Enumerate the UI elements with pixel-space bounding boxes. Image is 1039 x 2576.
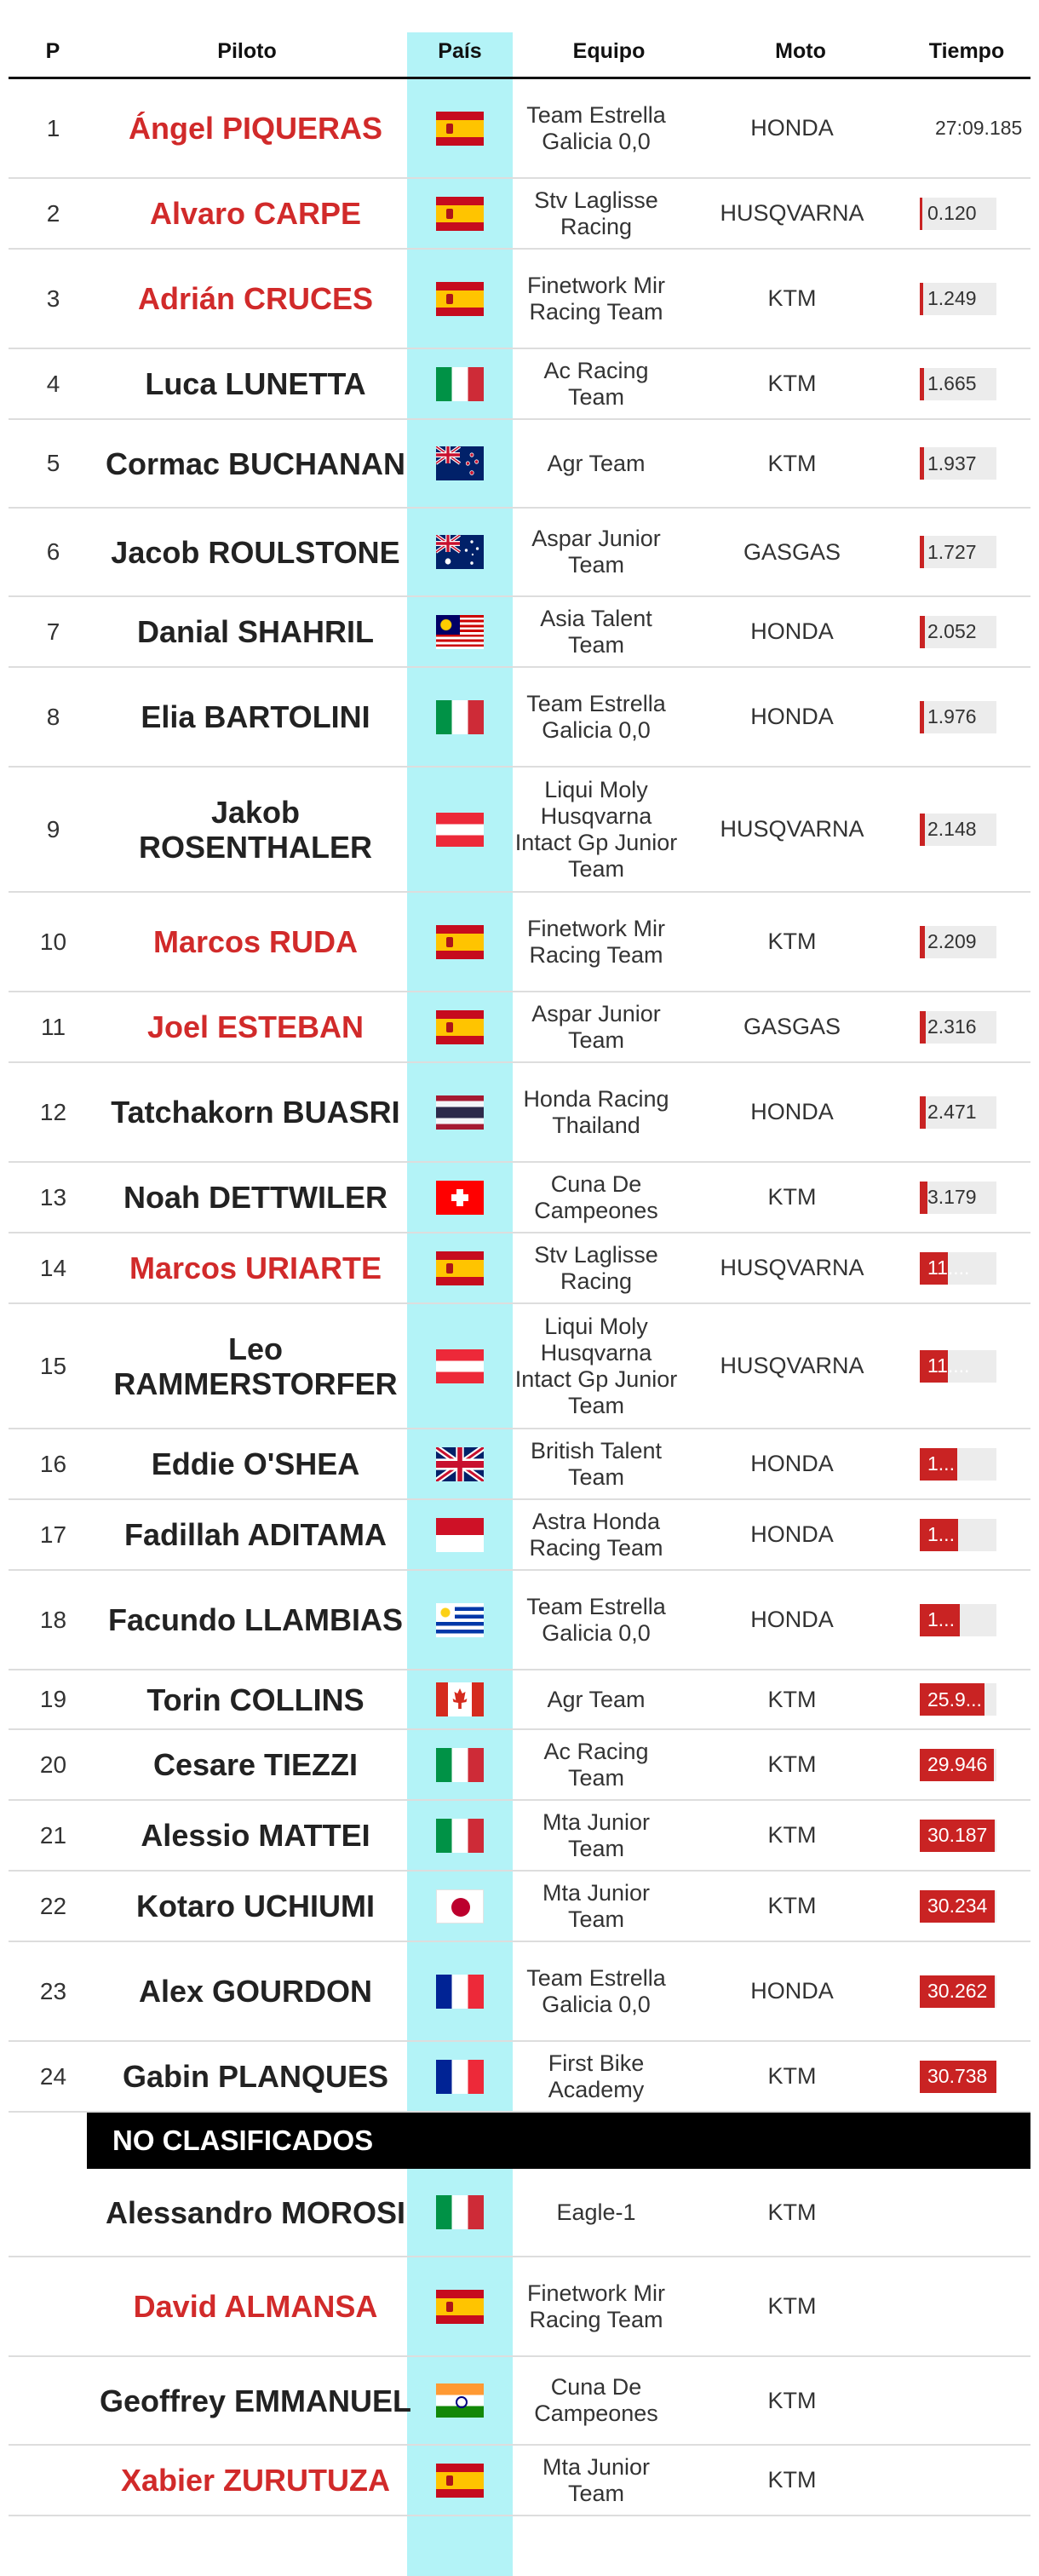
rider-name[interactable]: Jakob ROSENTHALER [138, 794, 372, 865]
flag-fr-icon [436, 1975, 484, 2009]
gap-label: 1... [927, 1608, 955, 1630]
position-cell: 8 [46, 703, 60, 730]
rider-name[interactable]: Torin COLLINS [146, 1682, 365, 1717]
result-row[interactable] [9, 2446, 1030, 2516]
bike-cell: KTM [767, 1893, 817, 1918]
gap-label: 2.471 [927, 1101, 977, 1123]
header-rider[interactable]: Piloto [217, 39, 277, 63]
result-row[interactable] [9, 597, 1030, 668]
country-cell [407, 2042, 513, 2111]
result-row[interactable] [9, 79, 1030, 179]
time-cell [920, 1304, 1030, 1428]
gap-label: 11.... [927, 1354, 970, 1377]
gap-bar [920, 814, 996, 846]
not-classified-section [9, 2113, 1030, 2169]
time-cell [920, 1872, 1030, 1941]
flag-it-icon [436, 1819, 484, 1853]
result-row[interactable] [9, 1500, 1030, 1571]
country-cell [407, 668, 513, 766]
team-cell: Stv Laglisse Racing [534, 1241, 658, 1294]
bike-cell: KTM [767, 285, 817, 311]
header-time[interactable]: Tiempo [928, 39, 1005, 63]
gap-bar [920, 1820, 996, 1852]
bike-cell: KTM [767, 1822, 817, 1848]
result-row[interactable] [9, 668, 1030, 768]
country-cell [407, 1872, 513, 1941]
position-cell: 24 [39, 2062, 67, 2090]
gap-label: 1.937 [927, 451, 977, 474]
result-row[interactable] [9, 1872, 1030, 1942]
team-cell: Team Estrella Galicia 0,0 [526, 1593, 666, 1646]
time-cell [920, 668, 1030, 766]
rider-name[interactable]: Gabin PLANQUES [122, 2059, 389, 2094]
gap-bar [920, 616, 996, 648]
position-cell: 6 [46, 538, 60, 565]
bike-cell: HUSQVARNA [720, 200, 864, 226]
rider-name[interactable]: Luca LUNETTA [145, 366, 366, 401]
time-cell [920, 1801, 1030, 1870]
results-table [9, 0, 1030, 2516]
country-cell [407, 2357, 513, 2444]
gap-bar [920, 1749, 996, 1781]
bike-cell: HONDA [750, 1451, 834, 1476]
position-cell: 20 [39, 1751, 67, 1778]
rider-name[interactable]: Danial SHAHRIL [136, 614, 375, 649]
rider-name[interactable]: Alessio MATTEI [141, 1818, 370, 1853]
result-row[interactable] [9, 893, 1030, 992]
gap-bar [920, 283, 996, 315]
time-cell [920, 2357, 1030, 2444]
team-cell: Stv Laglisse Racing [534, 187, 658, 239]
header-team[interactable]: Equipo [572, 39, 646, 63]
country-cell [407, 1233, 513, 1302]
country-cell [407, 1163, 513, 1232]
team-cell: Cuna De Campeones [534, 2374, 658, 2426]
team-cell: Aspar Junior Team [531, 526, 661, 578]
gap-bar [920, 1604, 996, 1636]
team-cell: Agr Team [547, 450, 646, 476]
flag-it-icon [436, 700, 484, 734]
position-cell [9, 2357, 98, 2444]
bike-cell: KTM [767, 1184, 817, 1210]
rider-name[interactable]: Eddie O'SHEA [151, 1446, 360, 1481]
flag-my-icon [436, 615, 484, 649]
result-row[interactable] [9, 2169, 1030, 2257]
position-cell [9, 2446, 98, 2515]
result-row[interactable] [9, 768, 1030, 893]
position-cell: 7 [46, 618, 60, 645]
rider-name[interactable]: Kotaro UCHIUMI [136, 1889, 375, 1923]
country-cell [407, 509, 513, 595]
time-cell [920, 179, 1030, 248]
gap-label: 1... [927, 1452, 955, 1475]
gap-bar [920, 1975, 996, 2008]
country-cell [407, 2169, 513, 2256]
bike-cell: HONDA [750, 1978, 834, 2004]
header-country[interactable]: País [438, 39, 482, 63]
classified-rows [9, 79, 1030, 2113]
position-cell: 14 [39, 1254, 67, 1281]
flag-es-icon [436, 282, 484, 316]
result-row[interactable] [9, 1304, 1030, 1429]
result-row[interactable] [9, 1233, 1030, 1304]
country-cell [407, 597, 513, 666]
flag-gb-icon [436, 1447, 484, 1481]
time-cell [920, 509, 1030, 595]
flag-uy-icon [436, 1603, 484, 1637]
result-row[interactable] [9, 420, 1030, 509]
gap-bar [920, 536, 996, 568]
country-cell [407, 992, 513, 1061]
flag-it-icon [436, 1748, 484, 1782]
country-cell [407, 1063, 513, 1161]
bike-cell: KTM [767, 929, 817, 954]
position-cell: 21 [39, 1821, 67, 1849]
country-cell [407, 420, 513, 507]
gap-bar [920, 2061, 996, 2093]
not-classified-rows [9, 2169, 1030, 2516]
bike-cell: KTM [767, 2199, 817, 2225]
bike-cell: HONDA [750, 1521, 834, 1547]
rider-name[interactable]: Xabier ZURUTUZA [120, 2463, 391, 2498]
country-cell [407, 768, 513, 891]
position-cell: 15 [39, 1352, 67, 1379]
bike-cell: KTM [767, 2467, 817, 2493]
table-header [9, 0, 1030, 79]
gap-bar [920, 447, 996, 480]
gap-bar [920, 1683, 996, 1716]
time-cell [920, 992, 1030, 1061]
position-cell: 18 [39, 1606, 67, 1633]
team-cell: Finetwork Mir Racing Team [526, 915, 665, 968]
gap-bar [920, 1096, 996, 1129]
gap-bar [920, 1011, 996, 1044]
time-cell [920, 2042, 1030, 2111]
country-cell [407, 179, 513, 248]
time-cell [920, 1500, 1030, 1569]
country-cell [407, 1500, 513, 1569]
gap-label: 25.9... [927, 1688, 982, 1711]
position-cell: 9 [46, 815, 60, 842]
team-cell: Liqui Moly Husqvarna Intact Gp Junior Team [514, 776, 678, 882]
bike-cell: HUSQVARNA [720, 816, 864, 842]
result-row[interactable] [9, 179, 1030, 250]
country-cell [407, 79, 513, 177]
team-cell: Asia Talent Team [540, 605, 652, 658]
result-row[interactable] [9, 1571, 1030, 1670]
bike-cell: HUSQVARNA [720, 1255, 864, 1280]
team-cell: Finetwork Mir Racing Team [526, 2280, 665, 2332]
position-cell: 17 [39, 1521, 67, 1548]
gap-label: 30.738 [927, 2065, 988, 2087]
flag-ch-icon [436, 1181, 484, 1215]
rider-name[interactable]: Joel ESTEBAN [146, 1009, 365, 1044]
flag-es-icon [436, 2464, 484, 2498]
country-cell [407, 1670, 513, 1728]
rider-name[interactable]: Geoffrey EMMANUEL [99, 2383, 412, 2418]
bike-cell: HONDA [750, 115, 834, 141]
time-cell [920, 420, 1030, 507]
time-cell [920, 349, 1030, 418]
gap-bar [920, 1182, 996, 1214]
rider-name[interactable]: Elia BARTOLINI [141, 699, 370, 734]
gap-label: 2.209 [927, 930, 977, 952]
team-cell: Honda Racing Thailand [523, 1085, 669, 1138]
team-cell: British Talent Team [530, 1437, 663, 1490]
gap-label: 11.... [927, 1256, 970, 1279]
team-cell: Mta Junior Team [542, 2453, 651, 2506]
gap-label: 1.727 [927, 540, 977, 563]
header-position[interactable]: P [45, 39, 60, 63]
team-cell: Aspar Junior Team [531, 1000, 661, 1053]
position-cell: 2 [46, 199, 60, 227]
winner-time: 27:09.185 [935, 117, 1023, 139]
flag-es-icon [436, 1251, 484, 1285]
rider-name[interactable]: Ángel PIQUERAS [128, 111, 383, 146]
position-cell [9, 2169, 98, 2256]
position-cell: 1 [46, 114, 60, 141]
result-row[interactable] [9, 1163, 1030, 1233]
gap-label: 2.052 [927, 620, 977, 642]
bike-cell: KTM [767, 371, 817, 396]
team-cell: Cuna De Campeones [534, 1170, 658, 1223]
country-cell [407, 250, 513, 348]
team-cell: Eagle-1 [556, 2199, 636, 2225]
time-cell [920, 1233, 1030, 1302]
team-cell: Team Estrella Galicia 0,0 [526, 690, 666, 743]
flag-at-icon [436, 1349, 484, 1383]
position-cell: 12 [39, 1098, 67, 1125]
gap-label: 3.179 [927, 1186, 977, 1208]
gap-bar [920, 926, 996, 958]
time-cell [920, 250, 1030, 348]
flag-es-icon [436, 197, 484, 231]
result-row[interactable] [9, 349, 1030, 420]
flag-ca-icon [436, 1682, 484, 1716]
rider-name[interactable]: Cesare TIEZZI [152, 1747, 359, 1782]
flag-th-icon [436, 1095, 484, 1130]
rider-name[interactable]: Tatchakorn BUASRI [111, 1095, 400, 1130]
position-cell: 22 [39, 1892, 67, 1919]
result-row[interactable] [9, 509, 1030, 597]
gap-label: 2.316 [927, 1015, 977, 1038]
position-cell: 4 [46, 370, 60, 397]
team-cell: Team Estrella Galicia 0,0 [526, 101, 666, 154]
time-cell [920, 768, 1030, 891]
result-row[interactable] [9, 1801, 1030, 1872]
time-cell [920, 2257, 1030, 2355]
team-cell: Mta Junior Team [542, 1879, 651, 1932]
header-bike[interactable]: Moto [775, 39, 826, 63]
position-cell: 19 [39, 1686, 67, 1712]
gap-bar [920, 1350, 996, 1383]
time-cell [920, 2446, 1030, 2515]
result-row[interactable] [9, 1942, 1030, 2042]
gap-label: 1... [927, 1523, 955, 1545]
position-cell: 5 [46, 450, 60, 476]
flag-it-icon [436, 2195, 484, 2229]
country-cell [407, 1429, 513, 1498]
gap-bar [920, 1448, 996, 1481]
country-cell [407, 2257, 513, 2355]
bike-cell: HONDA [750, 618, 834, 644]
gap-label: 29.946 [927, 1753, 988, 1775]
rider-name[interactable]: David ALMANSA [133, 2289, 378, 2324]
result-row[interactable] [9, 992, 1030, 1063]
position-cell: 10 [39, 928, 67, 955]
time-cell [920, 79, 1030, 177]
time-cell [920, 893, 1030, 991]
country-cell [407, 893, 513, 991]
gap-bar [920, 1519, 996, 1551]
rider-name[interactable]: Fadillah ADITAMA [124, 1517, 387, 1552]
position-cell: 13 [39, 1183, 67, 1210]
result-row[interactable] [9, 1063, 1030, 1163]
time-cell [920, 1063, 1030, 1161]
position-cell: 16 [39, 1450, 67, 1477]
position-cell [9, 2257, 98, 2355]
rider-name[interactable]: Alex GOURDON [138, 1974, 373, 2009]
country-cell [407, 1730, 513, 1799]
result-row[interactable] [9, 2042, 1030, 2113]
bike-cell: KTM [767, 2387, 817, 2413]
bike-cell: GASGAS [743, 1014, 841, 1039]
result-row[interactable] [9, 2257, 1030, 2357]
time-cell [920, 1670, 1030, 1728]
flag-es-icon [436, 2290, 484, 2324]
time-cell [920, 1571, 1030, 1669]
gap-bar [920, 198, 996, 230]
team-cell: Mta Junior Team [542, 1808, 651, 1861]
country-cell [407, 349, 513, 418]
gap-label: 30.187 [927, 1824, 988, 1846]
country-cell [407, 1571, 513, 1669]
bike-cell: HONDA [750, 1099, 834, 1124]
bike-cell: HUSQVARNA [720, 1353, 864, 1378]
rider-name[interactable]: Noah DETTWILER [123, 1180, 387, 1215]
team-cell: Agr Team [547, 1686, 646, 1712]
gap-bar [920, 1890, 996, 1923]
flag-id-icon [436, 1518, 484, 1552]
time-cell [920, 2169, 1030, 2256]
flag-es-icon [436, 925, 484, 959]
rider-name[interactable]: Marcos URIARTE [129, 1251, 382, 1285]
result-row[interactable] [9, 250, 1030, 349]
rider-name[interactable]: Facundo LLAMBIAS [108, 1602, 403, 1637]
rider-name[interactable]: Adrián CRUCES [137, 281, 374, 316]
time-cell [920, 1429, 1030, 1498]
gap-label: 2.148 [927, 818, 977, 840]
flag-fr-icon [436, 2060, 484, 2094]
flag-it-icon [436, 367, 484, 401]
rider-name[interactable]: Marcos RUDA [152, 924, 359, 959]
flag-es-icon [436, 112, 484, 146]
bike-cell: HONDA [750, 1607, 834, 1632]
result-row[interactable] [9, 1670, 1030, 1730]
team-cell: Ac Racing Team [543, 357, 649, 410]
team-cell: First Bike Academy [548, 2050, 645, 2102]
gap-label: 0.120 [927, 202, 977, 224]
not-classified-heading: NO CLASIFICADOS [87, 2113, 1030, 2169]
result-row[interactable] [9, 1730, 1030, 1801]
position-cell: 11 [40, 1013, 66, 1040]
flag-in-icon [436, 2383, 484, 2418]
bike-cell: KTM [767, 450, 817, 476]
country-cell [407, 1304, 513, 1428]
gap-label: 30.234 [927, 1895, 988, 1917]
time-cell [920, 1730, 1030, 1799]
gap-label: 1.249 [927, 287, 977, 309]
team-cell: Team Estrella Galicia 0,0 [526, 1964, 666, 2017]
country-cell [407, 1942, 513, 2040]
team-cell: Astra Honda Racing Team [529, 1508, 663, 1561]
rider-name[interactable]: Alessandro MOROSI [105, 2194, 406, 2230]
result-row[interactable] [9, 2357, 1030, 2446]
country-cell [407, 2446, 513, 2515]
flag-au-icon [436, 535, 484, 569]
gap-label: 30.262 [927, 1980, 988, 2002]
time-cell [920, 597, 1030, 666]
gap-label: 1.665 [927, 372, 977, 394]
bike-cell: KTM [767, 2063, 817, 2089]
rider-name[interactable]: Jacob ROULSTONE [111, 534, 400, 570]
time-cell [920, 1163, 1030, 1232]
flag-jp-icon [436, 1889, 484, 1923]
flag-nz-icon [436, 446, 484, 480]
position-cell: 3 [46, 285, 60, 312]
bike-cell: KTM [767, 1751, 817, 1777]
result-row[interactable] [9, 1429, 1030, 1500]
team-cell: Ac Racing Team [543, 1738, 649, 1791]
flag-es-icon [436, 1010, 484, 1044]
rider-name[interactable]: Cormac BUCHANAN [105, 446, 406, 481]
team-cell: Liqui Moly Husqvarna Intact Gp Junior Team [514, 1313, 678, 1418]
rider-name[interactable]: Leo RAMMERSTORFER [113, 1331, 398, 1401]
team-cell: Finetwork Mir Racing Team [526, 272, 665, 325]
bike-cell: HONDA [750, 704, 834, 729]
gap-bar [920, 701, 996, 733]
country-cell [407, 1801, 513, 1870]
rider-name[interactable]: Alvaro CARPE [149, 196, 362, 231]
gap-bar [920, 1252, 996, 1285]
gap-bar [920, 368, 996, 400]
bike-cell: KTM [767, 2293, 817, 2319]
gap-label: 1.976 [927, 705, 977, 727]
flag-at-icon [436, 813, 484, 847]
bike-cell: KTM [767, 1686, 817, 1712]
bike-cell: GASGAS [743, 538, 841, 565]
time-cell [920, 1942, 1030, 2040]
position-cell: 23 [39, 1977, 67, 2004]
